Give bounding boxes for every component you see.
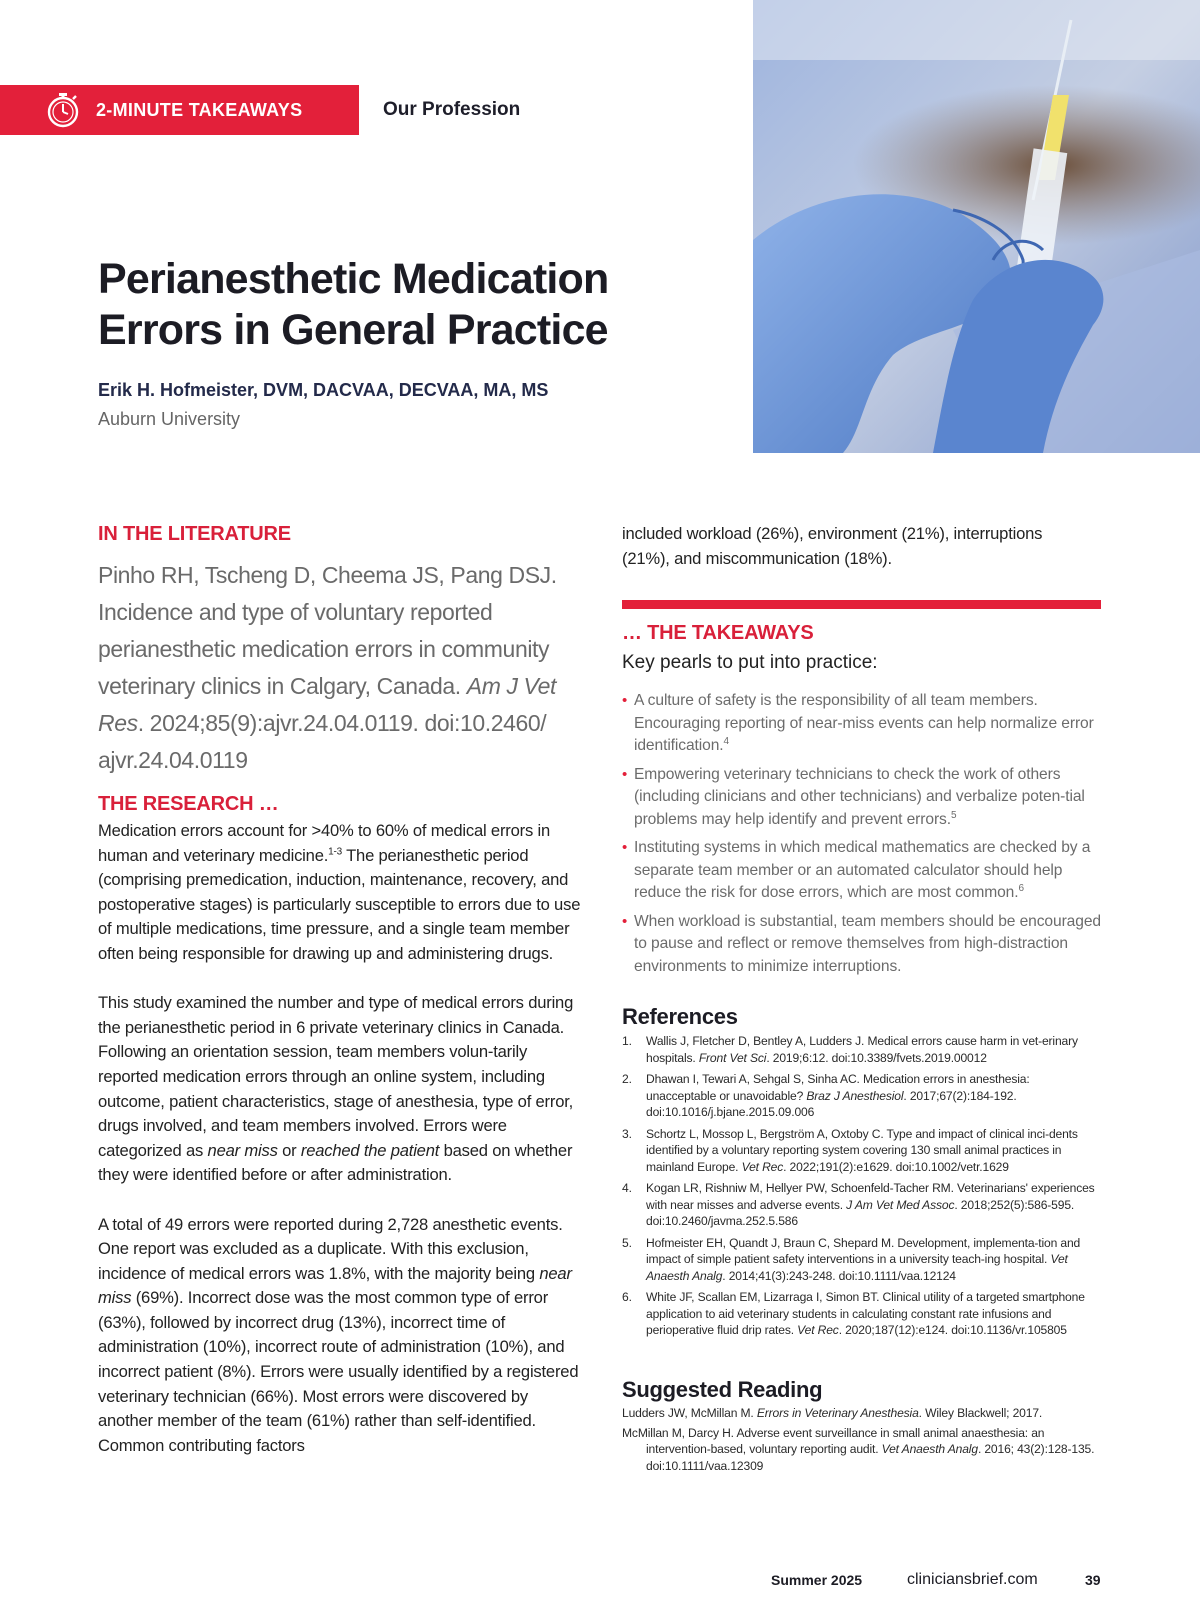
references-heading: References [622,1004,738,1029]
section-label: Our Profession [383,99,521,120]
takeaways-list [622,690,1102,984]
research-paragraph-3: A total of 49 errors were reported during 2,728 anesthetic events. One report was excluded as a duplicate. With this exclusion, incidence of medical errors was 1.8%, with the majority being near miss (69%). Incorrect dose was the most common type of error (63%), followed by incorrect drug (13%), incorrect time of administration (10%), incorrect route of administration (10%), and incorrect patient (8%). Errors were usually identified by a registered veterinary technician (66%). Most errors were discovered by another member of the team (61%) rather than self-identified. Common contributing factors [98,1214,579,1455]
research-continued: included workload (26%), environment (21%), interruptions (21%), and miscommunication (18%). [622,524,1043,568]
author: Erik H. Hofmeister, DVM, DACVAA, DECVAA, MA, MS [98,380,549,400]
article-title [98,254,638,356]
page-number: 39 [1085,1572,1101,1588]
research-body [98,819,583,1483]
takeaways-heading: … THE TAKEAWAYS [622,622,814,644]
affiliation: Auburn University [98,409,241,429]
title-line-2: Errors in General Practice [98,306,608,354]
bullet-icon: • [622,839,628,856]
citation-journal: Am J Vet Res [98,673,557,736]
takeaways-divider [622,600,1101,609]
reference-item: 4. Kogan LR, Rishniw M, Hellyer PW, Schoenfeld-Tacher RM. Veterinarians' experiences with near misses and adverse events. J Am Vet Med Assoc. 2018;252(5):586-595. doi:10.2460/javma.252.5.586 [622,1181,1095,1228]
bullet-icon: • [622,765,628,783]
reference-item: 2. Dhawan I, Tewari A, Sehgal S, Sinha AC. Medication errors in anesthesia: unacceptable or unavoidable? Braz J Anesthesiol. 2017;67(2):184-192. doi:10.1016/j.bjane.2015.09.006 [622,1072,1030,1119]
section-banner [0,85,359,135]
suggested-item: McMillan M, Darcy H. Adverse event surveillance in small animal anaesthesia: an intervention-based, voluntary reporting audit. Vet Anaesth Analg. 2016; 43(2):128-135. doi:10.1111/vaa.12309 [622,1425,1095,1473]
bullet-icon: • [622,912,628,930]
citation-rest: . 2024;85(9):ajvr.24.04.0119. doi:10.2460/ ajvr.24.04.0119 [98,710,547,773]
references-list [622,1033,1102,1344]
suggested-reading-list [622,1405,1102,1477]
takeaway-item: • When workload is substantial, team members should be encouraged to pause and reflect or remove themselves from high-distraction environments to minimize interruptions. [622,912,1101,975]
suggested-item: Ludders JW, McMillan M. Errors in Veterinary Anesthesia. Wiley Blackwell; 2017. [622,1406,1043,1420]
literature-heading: IN THE LITERATURE [98,523,291,545]
reference-item: 6. White JF, Scallan EM, Lizarraga I, Simon BT. Clinical utility of a targeted smartphone application to aid veterinary students in calculating constant rate infusions and perioperative fluid drip rates. Vet Rec. 2020;187(12):e124. doi:10.1136/vr.105805 [622,1290,1085,1337]
footer-website[interactable]: cliniciansbrief.com [907,1571,1038,1588]
research-heading: THE RESEARCH … [98,793,279,815]
literature-citation [98,557,578,779]
takeaway-item: • Empowering veterinary technicians to check the work of others (including clinicians and other technicians) and verbalize poten-tial problems may help identify and prevent errors.$^5$ [622,765,1085,828]
reference-item: 5. Hofmeister EH, Quandt J, Braun C, Shepard M. Development, implementa-tion and impact of simple patient safety interventions in a university teach-ing hospital. Vet Anaesth Analg. 2014;41(3):243-248. doi:10.1111/vaa.12124 [622,1235,1081,1283]
research-paragraph-1: Medication errors account for >40% to 60% of medical errors in human and veterinary medicine.$^{1-3}$ The perianesthetic period (comprising premedication, induction, maintenance, recovery, and postoperative stages) is particularly susceptible to errors due to use of multiple medications, time pressure, and a single team member often being responsible for drawing up and administering drugs. [98,821,581,963]
takeaways-subheading: Key pearls to put into practice: [622,652,878,673]
reference-item: 1. Wallis J, Fletcher D, Bentley A, Ludders J. Medical errors cause harm in vet-erinary hospitals. Front Vet Sci. 2019;6:12. doi:10.3389/fvets.2019.00012 [622,1034,1078,1065]
citation-authors: Pinho RH, Tscheng D, Cheema JS, Pang DSJ. Incidence and type of voluntary reported perianesthetic medication errors in community veterinary clinics in Calgary, Canada. [98,562,557,699]
header-photo [753,0,1200,453]
banner-label: 2-MINUTE TAKEAWAYS [96,99,303,120]
suggested-reading-heading: Suggested Reading [622,1377,823,1402]
title-line-1: Perianesthetic Medication [98,255,609,303]
takeaway-item: • A culture of safety is the responsibility of all team members. Encouraging reporting of near-miss events can help normalize error identification.$^4$ [622,692,1094,754]
stopwatch-icon [46,92,80,128]
takeaway-item: • Instituting systems in which medical mathematics are checked by a separate team member or an automated calculator should help reduce the risk for dose errors, which are most common.$^6$ [622,839,1091,901]
footer-issue: Summer 2025 [771,1572,863,1588]
bullet-icon: • [622,692,628,709]
research-paragraph-2: This study examined the number and type of medical errors during the perianesthetic period in 6 private veterinary clinics in Canada. Following an orientation session, team members volun-tarily reported medication errors through an online system, including outcome, patient characteristics, stage of anesthesia, type of error, drugs involved, and team members involved. Errors were categorized as near miss or reached the patient based on whether they were identified before or after administration. [98,993,574,1185]
reference-item: 3. Schortz L, Mossop L, Bergström A, Oxtoby C. Type and impact of clinical inci-dents identified by a voluntary reporting system covering 130 small animal practices in mainland Europe. Vet Rec. 2022;191(2):e1629. doi:10.1002/vetr.1629 [622,1126,1078,1174]
